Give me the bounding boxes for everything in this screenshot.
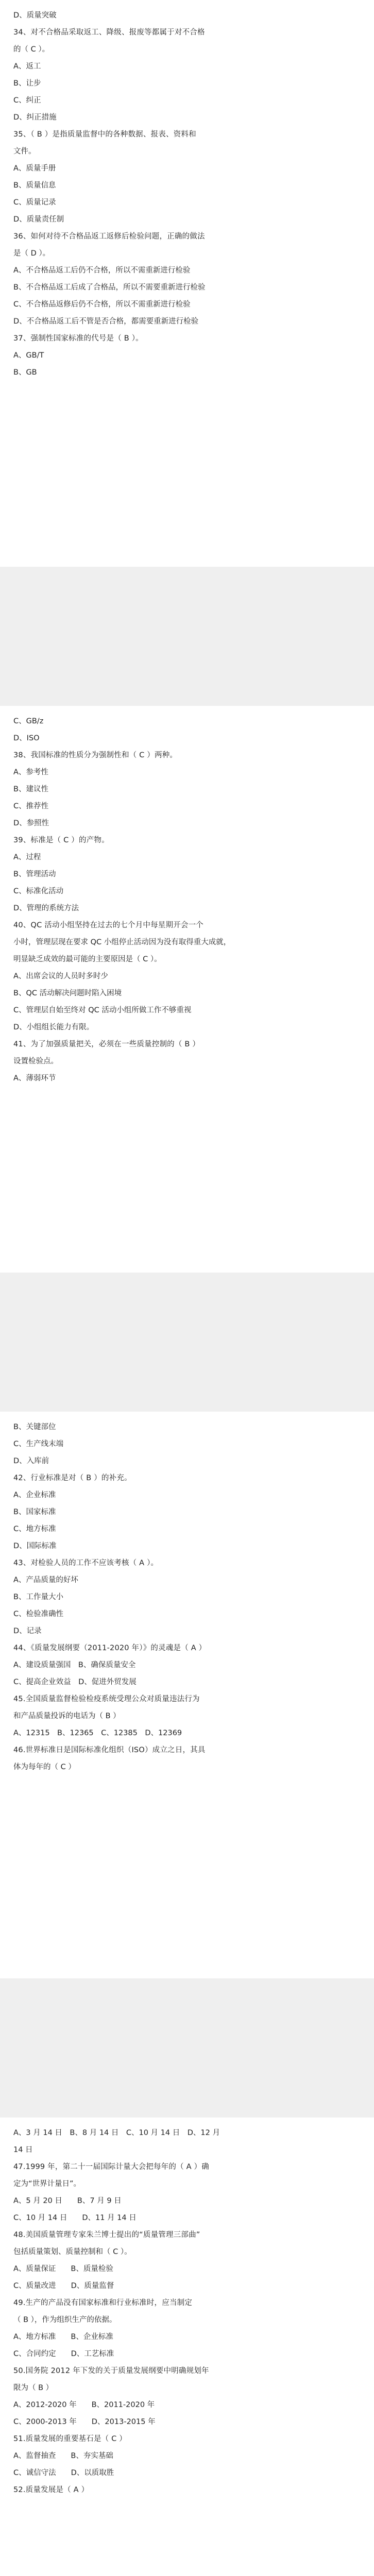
option-line: B、让步 xyxy=(13,79,41,88)
option-line: A、过程 xyxy=(13,853,41,861)
text-line: 和产品质量投诉的电话为（ B ） xyxy=(13,1712,121,1720)
option-line: A、企业标准 xyxy=(13,1491,56,1499)
question-line: 48.美国质量管理专家朱兰博士提出的“质量管理三部曲” xyxy=(13,2231,200,2239)
option-line: A、12315 B、12365 C、12385 D、12369 xyxy=(13,1729,182,1737)
option-line: C、地方标准 xyxy=(13,1525,56,1533)
text-line: 14 日 xyxy=(13,2146,33,2154)
option-line: B、管理活动 xyxy=(13,870,56,878)
text-line: 文件。 xyxy=(13,147,36,156)
option-line: C、提高企业效益 D、促进外贸发展 xyxy=(13,1678,137,1686)
option-line: A、2012-2020 年 B、2011-2020 年 xyxy=(13,2401,155,2409)
option-line: C、GB/z xyxy=(13,717,44,725)
option-line: D、国际标准 xyxy=(13,1542,57,1550)
question-line: 36、如何对待不合格品返工返修后检验问题，正确的做法 xyxy=(13,232,205,241)
question-line: 51.质量发展的重要基石是（ C ） xyxy=(13,2435,127,2443)
question-line: 46.世界标准日是国际标准化组织（ISO）成立之日，其具 xyxy=(13,1746,206,1754)
question-line: 45.全国质量监督检验检疫系统受理公众对质量违法行为 xyxy=(13,1695,200,1703)
option-line: D、纠正措施 xyxy=(13,113,57,122)
question-line: 37、强制性国家标准的代号是（ B ）。 xyxy=(13,334,143,343)
option-line: A、不合格品返工后仍不合格，所以不需重新进行检验 xyxy=(13,266,191,275)
question-line: 39、标准是（ C ）的产物。 xyxy=(13,836,109,844)
option-line: A、质量保证 B、质量检验 xyxy=(13,2265,113,2273)
text-line: 小时，管理层现在要求 QC 小组停止活动因为没有取得重大成就， xyxy=(13,938,231,946)
question-line: 50.国务院 2012 年下发的关于质量发展纲要中明确规划年 xyxy=(13,2367,209,2375)
option-line: C、合同约定 D、工艺标准 xyxy=(13,2350,114,2358)
option-line: A、产品质量的好坏 xyxy=(13,1576,78,1584)
option-line: D、质量责任制 xyxy=(13,215,64,224)
option-line: C、推荐性 xyxy=(13,802,49,810)
option-line: A、地方标准 B、企业标准 xyxy=(13,2333,113,2341)
document-page-1 xyxy=(0,0,374,567)
option-line: C、10 月 14 日 D、11 月 14 日 xyxy=(13,2214,137,2222)
text-line: （ B ），作为组织生产的依据。 xyxy=(13,2316,117,2324)
option-line: A、GB/T xyxy=(13,351,44,360)
option-line: A、建设质量强国 B、确保质量安全 xyxy=(13,1661,136,1669)
option-line: C、标准化活动 xyxy=(13,887,64,895)
option-line: B、不合格品返工后成了合格品，所以不需要重新进行检验 xyxy=(13,283,206,292)
option-line: A、3 月 14 日 B、8 月 14 日 C、10 月 14 日 D、12 月 xyxy=(13,2129,220,2137)
question-line: 40、QC 活动小组坚持在过去的七个月中每星期开会一个 xyxy=(13,921,203,929)
option-line: C、2000-2013 年 D、2013-2015 年 xyxy=(13,2418,156,2426)
option-line: B、工作量大小 xyxy=(13,1593,63,1601)
option-line: D、记录 xyxy=(13,1627,42,1635)
question-line: 49.生产的产品没有国家标准和行业标准时，应当制定 xyxy=(13,2299,193,2307)
option-line: C、检验准确性 xyxy=(13,1610,64,1618)
option-line: D、入库前 xyxy=(13,1457,49,1465)
text-line: 明显缺乏成效的最可能的主要原因是（ C ）。 xyxy=(13,955,162,963)
option-line: B、质量信息 xyxy=(13,181,56,190)
option-line: A、5 月 20 日 B、7 月 9 日 xyxy=(13,2197,122,2205)
option-line: B、关键部位 xyxy=(13,1423,56,1431)
option-line: A、薄弱环节 xyxy=(13,1074,56,1082)
question-line: 35、（ B ）是指质量监督中的各种数据、报表、资料和 xyxy=(13,130,196,139)
question-line: 52.质量发展是（ A ） xyxy=(13,2486,89,2494)
option-line: C、诚信守法 D、以质取胜 xyxy=(13,2469,114,2477)
text-line: D、质量突破 xyxy=(13,11,57,20)
option-line: A、出席会议的人员时多时少 xyxy=(13,972,108,980)
question-line: 47.1999 年，第二十一届国际计量大会把每年的（ A ）确 xyxy=(13,2163,209,2171)
text-line: 的（ C ）。 xyxy=(13,45,50,54)
option-line: D、参照性 xyxy=(13,819,49,827)
option-line: A、监督抽查 B、夯实基础 xyxy=(13,2452,113,2460)
question-line: 42、行业标准是对（ B ）的补充。 xyxy=(13,1474,132,1482)
question-line: 34、对不合格品采取返工、降级、报废等都属于对不合格 xyxy=(13,28,205,37)
text-line: 设置检验点。 xyxy=(13,1057,58,1065)
option-line: C、质量记录 xyxy=(13,198,56,207)
question-line: 41、为了加强质量把关，必须在一些质量控制的（ B ） xyxy=(13,1040,200,1048)
option-line: A、返工 xyxy=(13,62,41,71)
question-line: 44、《质量发展纲要（2011-2020 年）》的灵魂是（ A ） xyxy=(13,1644,207,1652)
document-page-2 xyxy=(0,706,374,1273)
option-line: B、QC 活动解决问题时陷入困境 xyxy=(13,989,122,997)
question-line: 43、对检验人员的工作不应该考核（ A ）。 xyxy=(13,1559,159,1567)
text-line: 限为（ B ） xyxy=(13,2384,54,2392)
option-line: A、质量手册 xyxy=(13,164,56,173)
question-line: 38、我国标准的性质分为强制性和（ C ）两种。 xyxy=(13,751,178,759)
option-line: B、建议性 xyxy=(13,785,48,793)
document-page-4 xyxy=(0,2117,374,2576)
text-line: 是（ D ）。 xyxy=(13,249,50,258)
option-line: D、小组组长能力有限。 xyxy=(13,1023,94,1031)
document-page-3 xyxy=(0,1412,374,1978)
text-line: 包括质量策划、质量控制和（ C ）。 xyxy=(13,2248,132,2256)
option-line: C、不合格品返修后仍不合格，所以不需重新进行检验 xyxy=(13,300,191,309)
option-line: D、ISO xyxy=(13,734,40,742)
text-line: 体为每年的（ C ） xyxy=(13,1763,76,1771)
option-line: B、国家标准 xyxy=(13,1508,56,1516)
option-line: C、生产线末端 xyxy=(13,1440,64,1448)
option-line: C、纠正 xyxy=(13,96,41,105)
option-line: D、管理的系统方法 xyxy=(13,904,79,912)
option-line: B、GB xyxy=(13,368,37,377)
option-line: D、不合格品返工后不管是否合格，都需要重新进行检验 xyxy=(13,317,199,326)
option-line: A、参考性 xyxy=(13,768,48,776)
option-line: C、管理层自始至终对 QC 活动小组所做工作不够重视 xyxy=(13,1006,192,1014)
text-line: 定为“世界计量日”。 xyxy=(13,2180,81,2188)
option-line: C、质量改进 D、质量监督 xyxy=(13,2282,114,2290)
